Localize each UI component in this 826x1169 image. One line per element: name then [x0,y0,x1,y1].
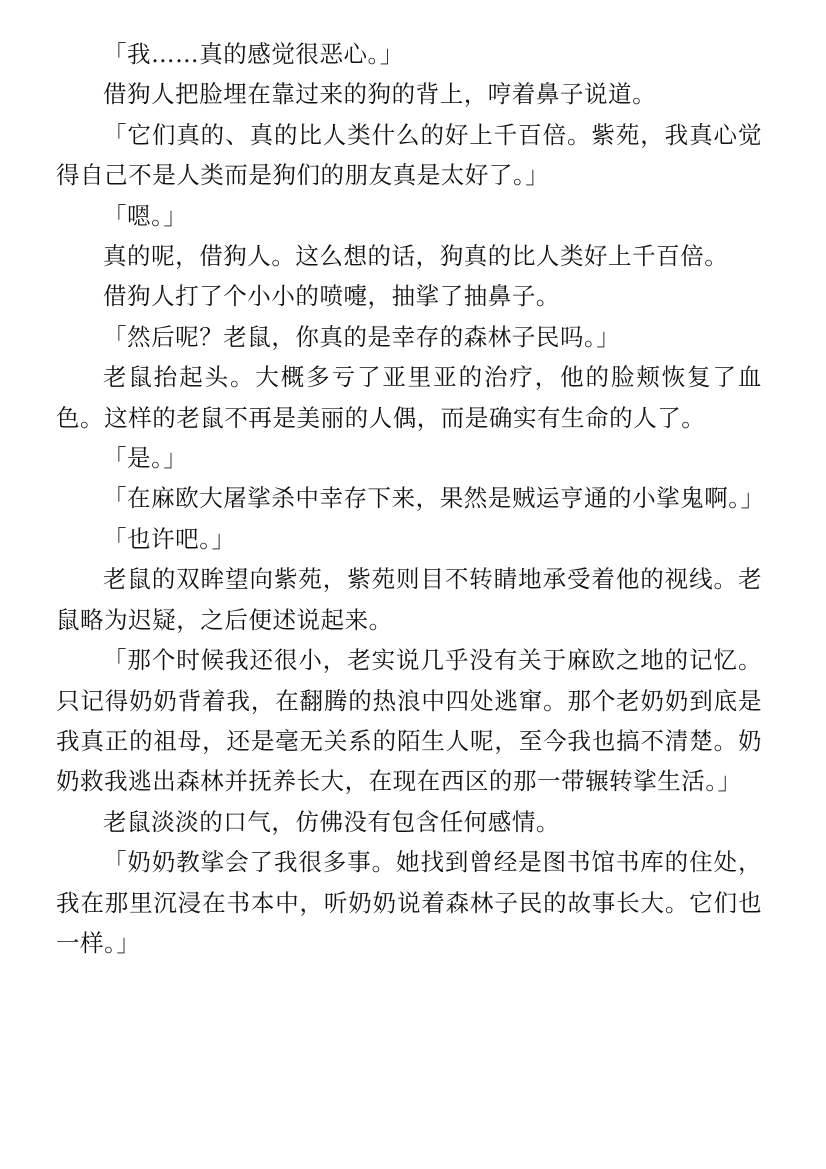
paragraph: 「嗯。」 [103,201,188,230]
paragraph: 「奶奶教挲会了我很多事。她找到曾经是图书馆书库的住处，我在那里沉浸在书本中，听奶奶说着森林子民的故事长大。它们也一样。」 [56,848,762,957]
paragraph: 「是。」 [103,444,188,473]
body-text [56,34,765,963]
paragraph: 借狗人打了个小小的喷嚏，抽挲了抽鼻子。 [103,282,560,311]
paragraph: 真的呢，借狗人。这么想的话，狗真的比人类好上千百倍。 [103,242,729,271]
paragraph: 「然后呢？老鼠，你真的是幸存的森林子民吗。」 [103,322,621,351]
paragraph: 「我……真的感觉很恶心。」 [103,40,404,68]
paragraph: 借狗人把脸埋在靠过来的狗的背上，哼着鼻子说道。 [103,80,657,109]
paragraph: 「那个时候我还很小，老实说几乎没有关于麻欧之地的记忆。只记得奶奶背着我，在翻腾的热浪中四处逃窜。那个老奶奶到底是我真正的祖母，还是毫无关系的陌生人呢，至今我也搞不清楚。奶奶救我逃出森林并抚养长大，在现在西区的那一带辗转挲生活。」 [56,646,762,796]
paragraph: 「也许吧。」 [103,524,236,553]
paragraph: 「在麻欧大屠挲杀中幸存下来，果然是贼运亨通的小挲鬼啊。」 [103,484,765,513]
paragraph: 老鼠的双眸望向紫苑，紫苑则目不转睛地承受着他的视线。老鼠略为迟疑，之后便述说起来。 [56,565,762,634]
paragraph: 「它们真的、真的比人类什么的好上千百倍。紫苑，我真心觉得自己不是人类而是狗们的朋友真是太好了。」 [56,120,762,190]
paragraph: 老鼠淡淡的口气，仿佛没有包含任何感情。 [103,807,560,836]
paragraph: 老鼠抬起头。大概多亏了亚里亚的治疗，他的脸颊恢复了血色。这样的老鼠不再是美丽的人偶，而是确实有生命的人了。 [56,363,762,432]
